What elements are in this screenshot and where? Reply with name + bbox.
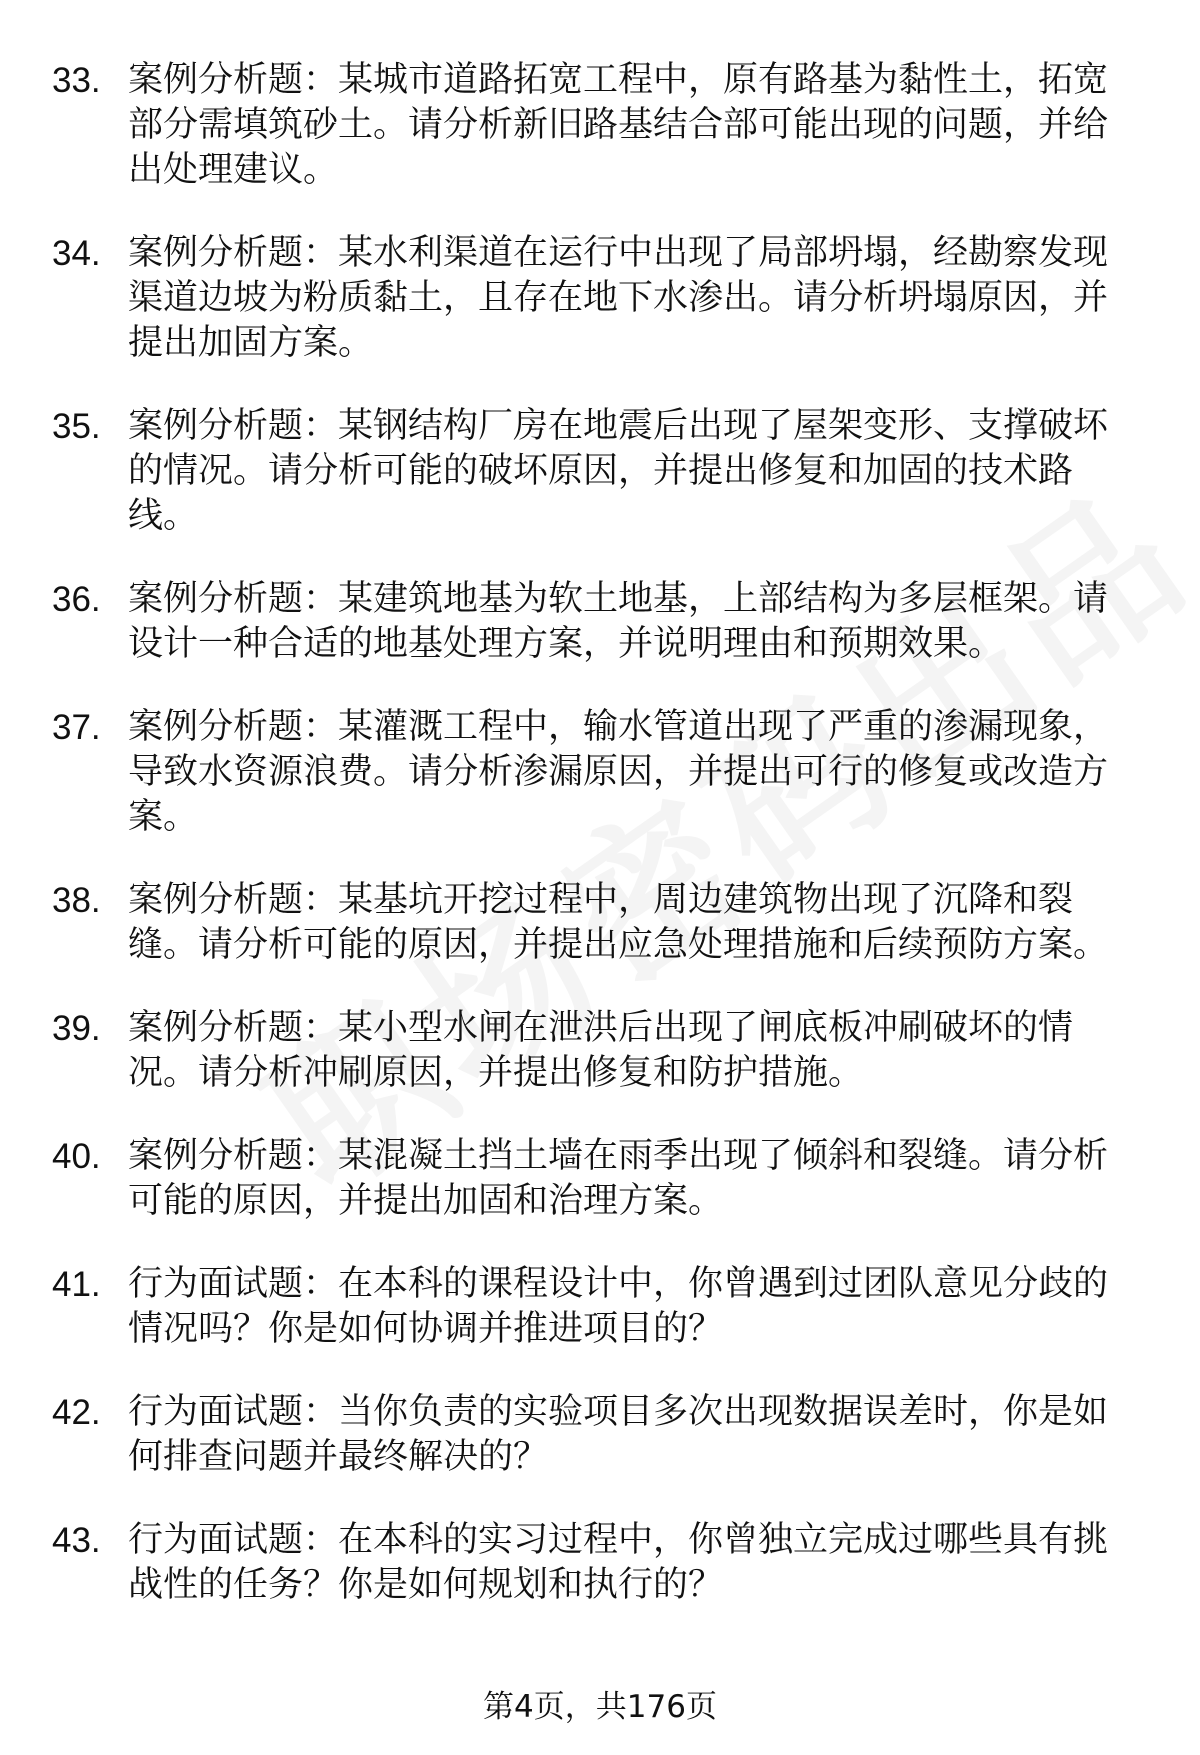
question-item bbox=[0, 878, 1200, 968]
question-item bbox=[0, 1006, 1200, 1096]
question-text: 行为面试题：在本科的课程设计中，你曾遇到过团队意见分歧的情况吗？你是如何协调并推进项目的？ bbox=[128, 1264, 1109, 1349]
question-number: 36. bbox=[52, 580, 101, 619]
question-text: 案例分析题：某建筑地基为软土地基，上部结构为多层框架。请设计一种合适的地基处理方案，并说明理由和预期效果。 bbox=[128, 579, 1109, 664]
page-number-footer: 第4页，共176页 bbox=[483, 1689, 717, 1725]
question-text: 案例分析题：某基坑开挖过程中，周边建筑物出现了沉降和裂缝。请分析可能的原因，并提出应急处理措施和后续预防方案。 bbox=[128, 880, 1109, 965]
question-text: 案例分析题：某混凝土挡土墙在雨季出现了倾斜和裂缝。请分析可能的原因，并提出加固和治理方案。 bbox=[128, 1136, 1109, 1221]
question-number: 40. bbox=[52, 1137, 101, 1176]
question-text: 行为面试题：当你负责的实验项目多次出现数据误差时，你是如何排查问题并最终解决的？ bbox=[128, 1392, 1109, 1477]
question-text: 案例分析题：某城市道路拓宽工程中，原有路基为黏性土，拓宽部分需填筑砂土。请分析新旧路基结合部可能出现的问题，并给出处理建议。 bbox=[128, 60, 1109, 190]
question-number: 37. bbox=[52, 708, 101, 747]
question-number: 42. bbox=[52, 1393, 101, 1432]
question-number: 38. bbox=[52, 881, 101, 920]
question-list bbox=[0, 58, 1200, 1608]
question-number: 34. bbox=[52, 234, 101, 273]
question-item bbox=[0, 1518, 1200, 1608]
question-item bbox=[0, 404, 1200, 539]
question-text: 案例分析题：某小型水闸在泄洪后出现了闸底板冲刷破坏的情况。请分析冲刷原因，并提出修复和防护措施。 bbox=[128, 1008, 1074, 1093]
question-text: 案例分析题：某水利渠道在运行中出现了局部坍塌，经勘察发现渠道边坡为粉质黏土，且存在地下水渗出。请分析坍塌原因，并提出加固方案。 bbox=[128, 233, 1109, 363]
question-number: 41. bbox=[52, 1265, 101, 1304]
question-number: 35. bbox=[52, 407, 101, 446]
question-number: 33. bbox=[52, 61, 101, 100]
question-number: 39. bbox=[52, 1009, 101, 1048]
question-text: 案例分析题：某钢结构厂房在地震后出现了屋架变形、支撑破坏的情况。请分析可能的破坏原因，并提出修复和加固的技术路线。 bbox=[128, 406, 1109, 536]
question-item bbox=[0, 1390, 1200, 1480]
question-item bbox=[0, 577, 1200, 667]
question-item bbox=[0, 58, 1200, 193]
question-item bbox=[0, 1262, 1200, 1352]
question-item bbox=[0, 231, 1200, 366]
question-text: 案例分析题：某灌溉工程中，输水管道出现了严重的渗漏现象，导致水资源浪费。请分析渗漏原因，并提出可行的修复或改造方案。 bbox=[128, 707, 1109, 837]
question-text: 行为面试题：在本科的实习过程中，你曾独立完成过哪些具有挑战性的任务？你是如何规划和执行的？ bbox=[128, 1520, 1109, 1605]
question-number: 43. bbox=[52, 1521, 101, 1560]
question-item bbox=[0, 1134, 1200, 1224]
question-item bbox=[0, 705, 1200, 840]
